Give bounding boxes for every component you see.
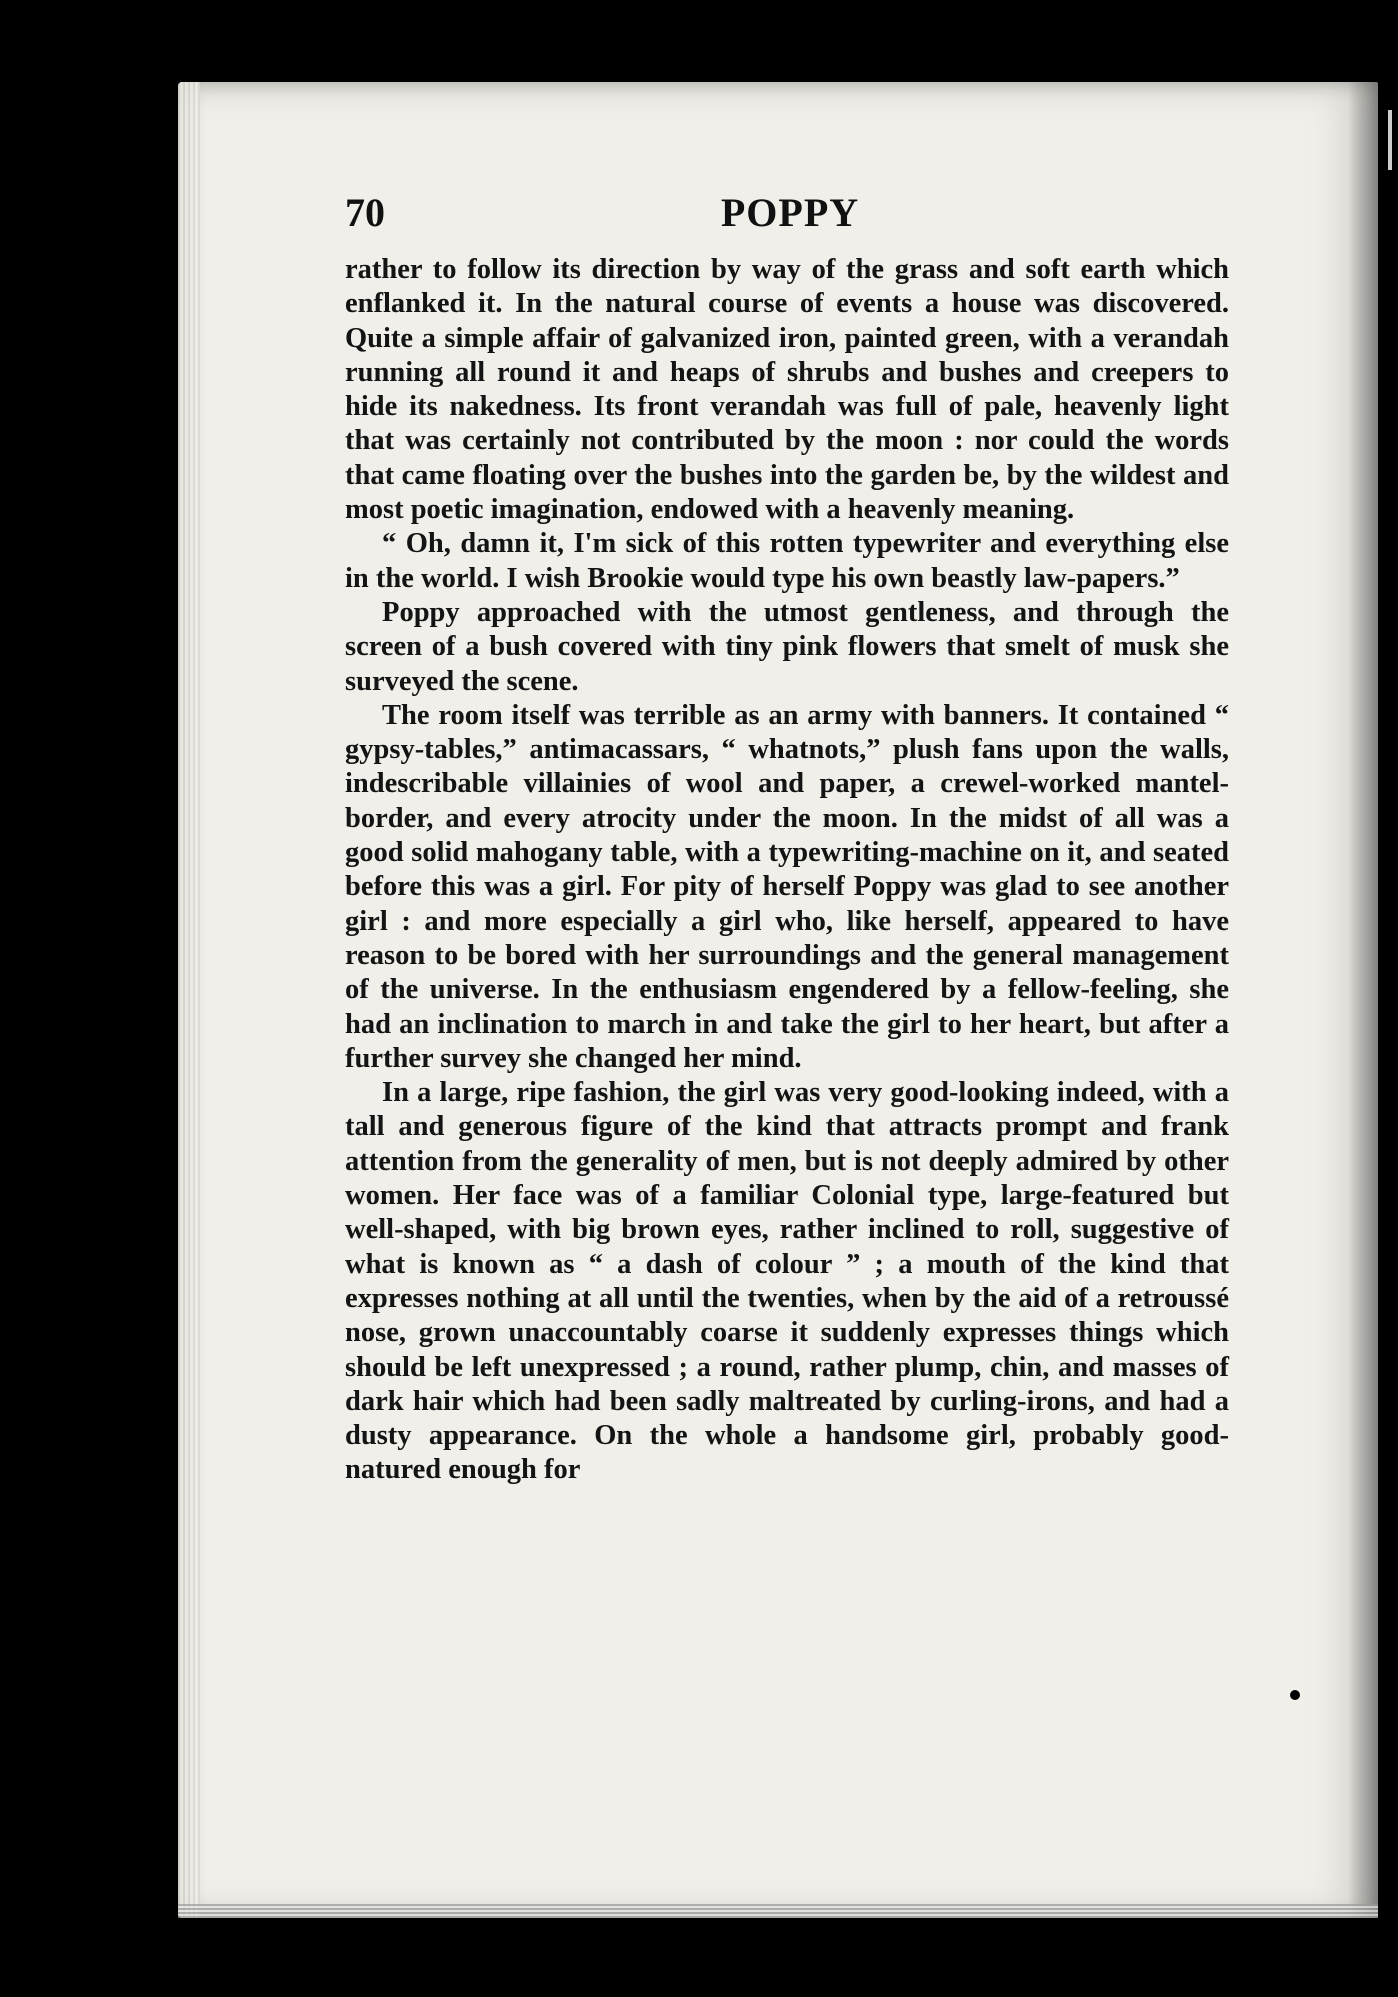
running-title: POPPY: [720, 190, 860, 235]
scan-dot-mark: [1290, 1690, 1300, 1700]
page-edge-bottom: [178, 1904, 1378, 1918]
paragraph-1: rather to follow its direction by way of the grass and soft earth which enflanked it. In the natural course of events a house was discovered. Quite a simple affair of galvanized iron, painted green, with a verandah running all round it and heaps of shrubs and bushes and creepers to hide its nakedness. Its front verandah was full of pale, heavenly light that was certainly not contributed by the moon : nor could the words that came floating over the bushes into the garden be, by the wildest and most poetic imagination, endowed with a heavenly meaning.: [345, 254, 1229, 526]
paragraph-5: In a large, ripe fashion, the girl was very good-looking indeed, with a tall and generous figure of the kind that attracts prompt and frank attention from the generality of men, but is not deeply admired by other women. Her face was of a familiar Colonial type, large-featured but well-shaped, with big brown eyes, rather inclined to roll, suggestive of what is known as “ a dash of colour ” ; a mouth of the kind that expresses nothing at all until the twenties, when by the aid of a retroussé nose, grown unaccountably coarse it suddenly expresses things which should be left unexpressed ; a round, rather plump, chin, and masses of dark hair which had been sadly maltreated by curling-irons, and had a dusty appearance. On the whole a handsome girl, probably good-natured enough for: [345, 1077, 1229, 1486]
page-edge-right-highlight: [1388, 110, 1392, 170]
paragraph-4: The room itself was terrible as an army with banners. It contained “ gypsy-tables,” antimacassars, “ whatnots,” plush fans upon the walls, indescribable villainies of wool and paper, a crewel-worked mantel-border, and every atrocity under the moon. In the midst of all was a good solid mahogany table, with a typewriting-machine on it, and seated before this was a girl. For pity of herself Poppy was glad to see another girl : and more especially a girl who, like herself, appeared to have reason to be bored with her surroundings and the general management of the universe. In the enthusiasm engendered by a fellow-feeling, she had an inclination to march in and take the girl to her heart, but after a further survey she changed her mind.: [345, 699, 1229, 1074]
paragraph-2: “ Oh, damn it, I'm sick of this rotten typewriter and everything else in the world. I wish Brookie would type his own beastly law-papers.”: [345, 528, 1229, 594]
running-header: [345, 188, 1235, 238]
page-number: 70: [345, 190, 385, 235]
paragraph-3: Poppy approached with the utmost gentleness, and through the screen of a bush covered with tiny pink flowers that smelt of musk she surveyed the scene.: [345, 596, 1229, 697]
body-text: [345, 253, 1229, 1488]
